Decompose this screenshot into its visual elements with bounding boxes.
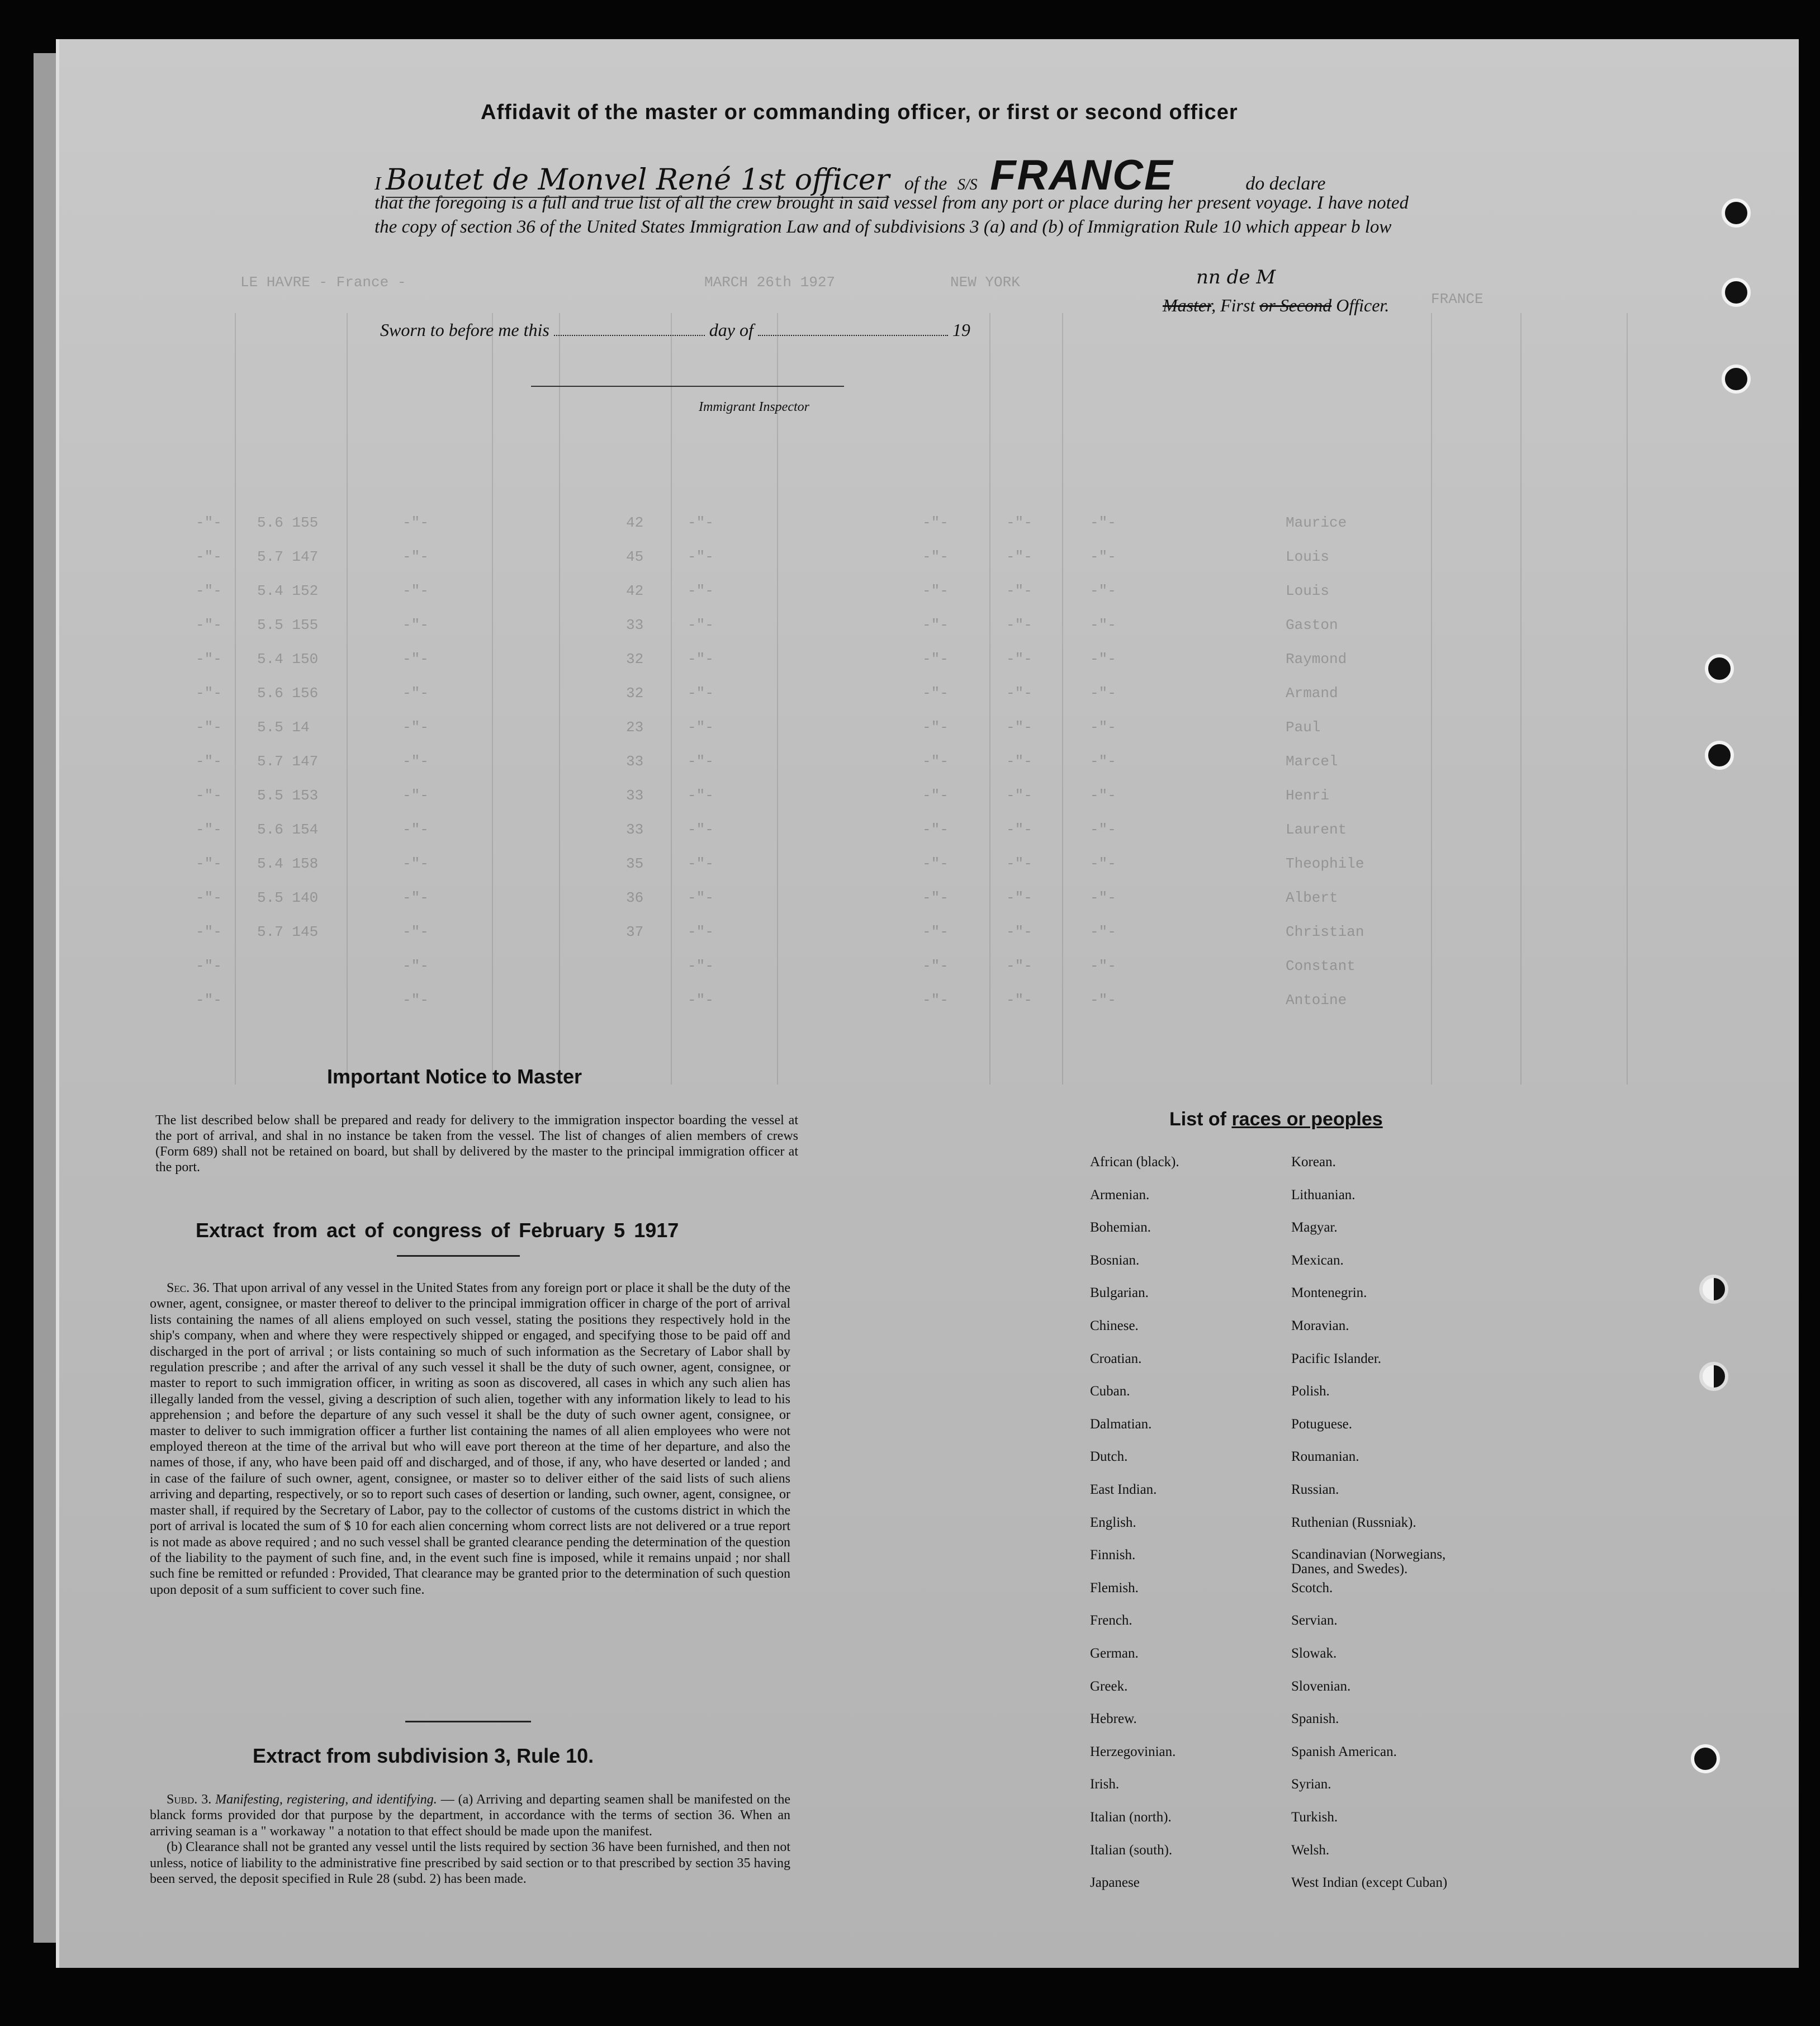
race-item: Servian.	[1291, 1613, 1338, 1629]
ghost-ditto-mark: -"-	[1006, 821, 1032, 838]
race-item: Montenegrin.	[1291, 1285, 1367, 1301]
officer-first: , First	[1211, 295, 1255, 315]
race-item: Italian (south).	[1090, 1842, 1173, 1858]
ghost-height-weight: 5.6 156	[257, 685, 319, 702]
race-item: Mexican.	[1291, 1252, 1344, 1268]
ghost-ditto-mark: -"-	[402, 753, 429, 770]
race-item: Armenian.	[1090, 1187, 1150, 1203]
section-36-text	[150, 1280, 790, 1598]
race-item: Croatian.	[1090, 1351, 1142, 1366]
subd-label: Subd. 3.	[167, 1792, 212, 1807]
race-item: Turkish.	[1291, 1810, 1338, 1825]
race-item: Cuban.	[1090, 1384, 1130, 1399]
ghost-height-weight: 5.4 158	[257, 855, 319, 872]
race-item: Italian (north).	[1090, 1810, 1172, 1825]
ghost-grid-line	[671, 313, 672, 1085]
ghost-given-name: Louis	[1286, 548, 1330, 565]
ghost-ditto-mark: -"-	[402, 617, 429, 633]
race-item: Bulgarian.	[1090, 1285, 1149, 1301]
ghost-given-name: Paul	[1286, 719, 1321, 736]
ghost-ditto-mark: -"-	[922, 651, 949, 668]
ghost-height-weight: 5.4 152	[257, 583, 319, 599]
section-rule	[405, 1721, 531, 1722]
ghost-ditto-mark: -"-	[688, 855, 714, 872]
ghost-ditto-mark: -"-	[1090, 514, 1116, 531]
ghost-ditto-mark: -"-	[1090, 787, 1116, 804]
ghost-ditto-mark: -"-	[196, 753, 222, 770]
ghost-grid-line	[1627, 313, 1628, 1085]
race-item: Hebrew.	[1090, 1711, 1137, 1727]
ghost-ditto-mark: -"-	[688, 992, 714, 1009]
ghost-ditto-mark: -"-	[922, 514, 949, 531]
race-item: Potuguese.	[1291, 1416, 1353, 1432]
races-heading	[1169, 1109, 1383, 1130]
race-item: Finnish.	[1090, 1547, 1136, 1563]
ghost-ditto-mark: -"-	[688, 924, 714, 940]
sworn-year: 19	[952, 320, 970, 340]
ghost-ditto-mark: -"-	[922, 548, 949, 565]
punch-hole-icon	[1722, 198, 1751, 228]
ghost-ditto-mark: -"-	[196, 821, 222, 838]
race-item: Herzegovinian.	[1090, 1744, 1176, 1759]
ghost-age: 23	[626, 719, 644, 736]
race-item: Lithuanian.	[1291, 1187, 1355, 1203]
ghost-given-name: Marcel	[1286, 753, 1338, 770]
ghost-ditto-mark: -"-	[402, 855, 429, 872]
race-item: Ruthenian (Russniak).	[1291, 1514, 1416, 1530]
heading-rule	[397, 1255, 520, 1257]
ghost-ditto-mark: -"-	[922, 719, 949, 736]
ghost-ditto-mark: -"-	[1006, 787, 1032, 804]
ghost-ditto-mark: -"-	[1006, 889, 1032, 906]
race-item: German.	[1090, 1646, 1139, 1661]
ghost-ditto-mark: -"-	[922, 753, 949, 770]
ghost-ditto-mark: -"-	[196, 924, 222, 940]
ghost-ditto-mark: -"-	[196, 685, 222, 702]
sheet-edge-shadow	[34, 53, 58, 1943]
ghost-ditto-mark: -"-	[402, 924, 429, 940]
inspector-signature-line	[531, 386, 844, 387]
race-item: Dutch.	[1090, 1449, 1128, 1465]
ghost-age: 33	[626, 753, 644, 770]
affidavit-body: that the foregoing is a full and true list of all the crew brought in said vessel from any port or place during her present voyage. I have noted the copy of section 36 of the United States Immigration Law and of subdivisions 3 (a) and (b) of Immigration Rule 10 which appear b low	[375, 193, 1409, 237]
ghost-header: FRANCE	[1431, 291, 1484, 307]
ghost-ditto-mark: -"-	[402, 583, 429, 599]
ghost-given-name: Laurent	[1286, 821, 1347, 838]
ghost-ditto-mark: -"-	[402, 889, 429, 906]
ghost-height-weight: 5.7 147	[257, 548, 319, 565]
vessel-name: FRANCE	[990, 152, 1174, 199]
ghost-ditto-mark: -"-	[402, 685, 429, 702]
race-item: Magyar.	[1291, 1220, 1338, 1236]
ghost-ditto-mark: -"-	[1090, 992, 1116, 1009]
ghost-height-weight: 5.5 14	[257, 719, 310, 736]
race-item: Polish.	[1291, 1384, 1330, 1399]
punch-hole-icon	[1699, 1362, 1728, 1391]
ghost-grid-line	[347, 313, 348, 1085]
ghost-ditto-mark: -"-	[922, 992, 949, 1009]
ghost-ditto-mark: -"-	[1006, 514, 1032, 531]
ghost-ditto-mark: -"-	[688, 651, 714, 668]
punch-hole-icon	[1705, 741, 1734, 770]
ghost-ditto-mark: -"-	[1006, 719, 1032, 736]
ghost-given-name: Theophile	[1286, 855, 1364, 872]
ghost-ditto-mark: -"-	[402, 821, 429, 838]
sworn-day-of: day of	[709, 320, 753, 340]
ghost-ditto-mark: -"-	[688, 617, 714, 633]
ghost-age: 32	[626, 685, 644, 702]
ghost-given-name: Armand	[1286, 685, 1338, 702]
officer-master-struck: Master	[1163, 295, 1212, 315]
ghost-header: LE HAVRE - France -	[240, 274, 406, 291]
ghost-ditto-mark: -"-	[1006, 548, 1032, 565]
punch-hole-icon	[1699, 1275, 1728, 1304]
race-item: Korean.	[1291, 1154, 1336, 1170]
ghost-age: 42	[626, 514, 644, 531]
ghost-ditto-mark: -"-	[1090, 617, 1116, 633]
race-item: Dalmatian.	[1090, 1416, 1152, 1432]
ghost-header: NEW YORK	[950, 274, 1020, 291]
race-item: Flemish.	[1090, 1580, 1139, 1596]
ghost-height-weight: 5.7 145	[257, 924, 319, 940]
punch-hole-icon	[1691, 1744, 1720, 1773]
race-item: Pacific Islander.	[1291, 1351, 1382, 1366]
race-item: Welsh.	[1291, 1842, 1330, 1858]
ghost-ditto-mark: -"-	[1090, 719, 1116, 736]
ghost-ditto-mark: -"-	[1090, 753, 1116, 770]
ghost-ditto-mark: -"-	[688, 583, 714, 599]
ghost-ditto-mark: -"-	[1006, 992, 1032, 1009]
sworn-day-blank	[554, 335, 705, 336]
sworn-line	[380, 320, 970, 340]
ghost-ditto-mark: -"-	[1090, 924, 1116, 940]
punch-hole-icon	[1722, 278, 1751, 307]
ghost-height-weight: 5.5 155	[257, 617, 319, 633]
section-body: That upon arrival of any vessel in the United States from any foreign port or place it shall be the duty of the owner, agent, consignee, or master thereof to deliver to the principal immigration officer in charge of the port of arrival lists containing the names of all aliens employed on such vessel, stating the positions they respectively hold in the ship's company, when and where they were respectively shipped or engaged, and specifying those to be paid off and discharged in the port of arrival ; or lists containing so much of such information as the Secretary of Labor shall by regulation prescribe ; and after the arrival of any such vessel it shall be the duty of such owner, agent, consignee, or master to report to such immigration officer, in writing as soon as discovered, all cases in which any such alien has illegally landed from the vessel, giving a description of such alien, together with any information likely to lead to his apprehension ; and before the departure of any such vessel it shall be the duty of such owner agent, consignee, or master to deliver to such immigration officer a further list containing the names of all alien employees who were not employed thereon at the time of the arrival but who will eave port thereon at the time of her departure, and also the names of those, if any, who have been paid off and discharged, and of those, if any, who have deserted or landed ; and in case of the failure of such owner, agent, consignee, or master so to deliver either of the said lists of such aliens arriving and departing, respectively, or so to report such cases of desertion or landing, such owner, agent, consignee, or master shall, if required by the Secretary of Labor, pay to the collector of customs of the customs district in which the port of arrival is located the sum of $ 10 for each alien concerning whom correct lists are not delivered or a true report is not made as above required ; and no such vessel shall be granted clearance pending the determination of the question of the liability to the payment of such fine, and, in the event such fine is imposed, while it remains unpaid ; nor shall such fine be remitted or refunded : Provided, That clearance may be granted prior to the determination of such question upon deposit of a sum sufficient to cover such fine.	[150, 1281, 791, 1597]
ghost-given-name: Gaston	[1286, 617, 1338, 633]
race-item: Japanese	[1090, 1875, 1140, 1891]
ghost-ditto-mark: -"-	[688, 753, 714, 770]
ghost-ditto-mark: -"-	[922, 821, 949, 838]
ghost-ditto-mark: -"-	[688, 685, 714, 702]
ghost-ditto-mark: -"-	[196, 514, 222, 531]
ghost-ditto-mark: -"-	[402, 719, 429, 736]
ghost-ditto-mark: -"-	[1006, 753, 1032, 770]
race-item: Greek.	[1090, 1678, 1128, 1694]
ghost-ditto-mark: -"-	[1090, 583, 1116, 599]
subdivision-3-text	[150, 1792, 790, 1887]
ghost-ditto-mark: -"-	[1090, 821, 1116, 838]
ghost-given-name: Maurice	[1286, 514, 1347, 531]
officer-second-struck: or Second	[1259, 295, 1332, 315]
officer-initials: nn de M	[1196, 266, 1276, 288]
affidavit-i: I	[375, 173, 381, 194]
race-item: Bosnian.	[1090, 1252, 1140, 1268]
ghost-grid-line	[1520, 313, 1522, 1085]
ghost-ditto-mark: -"-	[688, 958, 714, 974]
ghost-height-weight: 5.6 155	[257, 514, 319, 531]
of-the-label: of the	[904, 173, 947, 194]
race-item: English.	[1090, 1514, 1136, 1530]
ghost-ditto-mark: -"-	[402, 992, 429, 1009]
race-item: Bohemian.	[1090, 1220, 1151, 1236]
ghost-given-name: Raymond	[1286, 651, 1347, 668]
ghost-ditto-mark: -"-	[1006, 617, 1032, 633]
ghost-ditto-mark: -"-	[1006, 924, 1032, 940]
ghost-ditto-mark: -"-	[922, 855, 949, 872]
ghost-grid-line	[1431, 313, 1432, 1085]
ghost-ditto-mark: -"-	[922, 685, 949, 702]
ghost-age: 42	[626, 583, 644, 599]
ghost-ditto-mark: -"-	[922, 617, 949, 633]
subd-title: Manifesting, registering, and identifying.	[215, 1792, 437, 1807]
ghost-age: 33	[626, 617, 644, 633]
vessel-prefix: S/S	[957, 176, 978, 193]
ghost-header: MARCH 26th 1927	[704, 274, 836, 291]
ghost-grid-line	[559, 313, 560, 1085]
sworn-month-blank	[758, 335, 948, 336]
race-item: Scandinavian (Norwegians, Danes, and Swedes).	[1291, 1547, 1446, 1577]
punch-hole-icon	[1705, 654, 1734, 683]
officer-suffix: Officer.	[1336, 295, 1390, 315]
race-item: Spanish.	[1291, 1711, 1339, 1727]
notice-heading: Important Notice to Master	[327, 1065, 582, 1088]
rule-extract-heading: Extract from subdivision 3, Rule 10.	[253, 1744, 594, 1767]
ghost-ditto-mark: -"-	[1090, 889, 1116, 906]
race-item: African (black).	[1090, 1154, 1179, 1170]
race-item: West Indian (except Cuban)	[1291, 1875, 1448, 1891]
ghost-ditto-mark: -"-	[1006, 685, 1032, 702]
do-declare-label: do declare	[1245, 173, 1326, 194]
ghost-age: 33	[626, 787, 644, 804]
ghost-height-weight: 5.6 154	[257, 821, 319, 838]
officer-title-line	[1163, 266, 1390, 316]
ghost-ditto-mark: -"-	[1006, 855, 1032, 872]
ghost-ditto-mark: -"-	[688, 889, 714, 906]
race-item: French.	[1090, 1613, 1132, 1629]
race-item: East Indian.	[1090, 1482, 1157, 1497]
ghost-ditto-mark: -"-	[1006, 958, 1032, 974]
races-heading-underlined: races or peoples	[1231, 1109, 1383, 1130]
race-item: Slowak.	[1291, 1646, 1337, 1661]
race-item: Roumanian.	[1291, 1449, 1359, 1465]
race-item: Spanish American.	[1291, 1744, 1397, 1759]
ghost-ditto-mark: -"-	[196, 651, 222, 668]
subd-para-b: (b) Clearance shall not be granted any vessel until the lists required by section 36 have been furnished, and then not unless, notice of liability to the administrative fine prescribed by said section or to that prescribed by section 35 having been served, the deposit specified in Rule 28 (subd. 2) has been made.	[150, 1840, 790, 1887]
sworn-prefix: Sworn to before me this	[380, 320, 549, 340]
ghost-ditto-mark: -"-	[1090, 958, 1116, 974]
ghost-given-name: Constant	[1286, 958, 1355, 974]
ghost-ditto-mark: -"-	[402, 548, 429, 565]
ghost-age: 32	[626, 651, 644, 668]
ghost-ditto-mark: -"-	[922, 958, 949, 974]
ghost-ditto-mark: -"-	[402, 958, 429, 974]
race-item: Scotch.	[1291, 1580, 1333, 1596]
ghost-ditto-mark: -"-	[402, 651, 429, 668]
race-item: Slovenian.	[1291, 1678, 1351, 1694]
race-item: Syrian.	[1291, 1777, 1331, 1792]
races-heading-prefix: List of	[1169, 1109, 1226, 1130]
ghost-ditto-mark: -"-	[1090, 855, 1116, 872]
ghost-given-name: Henri	[1286, 787, 1330, 804]
ghost-grid-line	[492, 313, 493, 1085]
ghost-given-name: Christian	[1286, 924, 1364, 940]
ghost-height-weight: 5.5 153	[257, 787, 319, 804]
ghost-ditto-mark: -"-	[196, 992, 222, 1009]
race-item: Irish.	[1090, 1777, 1120, 1792]
ghost-given-name: Louis	[1286, 583, 1330, 599]
ghost-height-weight: 5.4 150	[257, 651, 319, 668]
ghost-given-name: Albert	[1286, 889, 1338, 906]
notice-text: The list described below shall be prepared and ready for delivery to the immigration inspector boarding the vessel at the port of arrival, and shal in no instance be taken from the vessel. The list of changes of alien members of crews (Form 689) shall not be retained on board, but shall by delivered by the master to the principal immigration officer at the port.	[155, 1113, 798, 1175]
ghost-ditto-mark: -"-	[196, 617, 222, 633]
ghost-ditto-mark: -"-	[922, 787, 949, 804]
ghost-age: 36	[626, 889, 644, 906]
ghost-ditto-mark: -"-	[196, 719, 222, 736]
inspector-label: Immigrant Inspector	[699, 400, 809, 414]
ghost-given-name: Antoine	[1286, 992, 1347, 1009]
ghost-ditto-mark: -"-	[1090, 548, 1116, 565]
ghost-ditto-mark: -"-	[922, 924, 949, 940]
ghost-ditto-mark: -"-	[1006, 651, 1032, 668]
ghost-ditto-mark: -"-	[1006, 583, 1032, 599]
ghost-height-weight: 5.5 140	[257, 889, 319, 906]
ghost-grid-line	[777, 313, 778, 1085]
ghost-age: 45	[626, 548, 644, 565]
ghost-ditto-mark: -"-	[402, 787, 429, 804]
ghost-ditto-mark: -"-	[402, 514, 429, 531]
race-item: Moravian.	[1291, 1318, 1349, 1333]
ghost-age: 37	[626, 924, 644, 940]
ghost-ditto-mark: -"-	[688, 548, 714, 565]
race-item: Chinese.	[1090, 1318, 1139, 1333]
ghost-ditto-mark: -"-	[1090, 651, 1116, 668]
ghost-ditto-mark: -"-	[196, 855, 222, 872]
ghost-height-weight: 5.7 147	[257, 753, 319, 770]
ghost-ditto-mark: -"-	[196, 787, 222, 804]
ghost-grid-line	[989, 313, 990, 1085]
race-item: Russian.	[1291, 1482, 1339, 1497]
ghost-ditto-mark: -"-	[688, 719, 714, 736]
ghost-ditto-mark: -"-	[922, 889, 949, 906]
affidavit-title: Affidavit of the master or commanding officer, or first or second officer	[481, 101, 1238, 124]
ghost-grid-line	[235, 313, 236, 1085]
ghost-ditto-mark: -"-	[196, 958, 222, 974]
ghost-ditto-mark: -"-	[688, 787, 714, 804]
ghost-ditto-mark: -"-	[196, 548, 222, 565]
ghost-ditto-mark: -"-	[688, 514, 714, 531]
act-extract-heading: Extract from act of congress of February 5 1917	[196, 1219, 679, 1242]
ghost-age: 33	[626, 821, 644, 838]
section-label: Sec. 36.	[167, 1281, 210, 1295]
ghost-ditto-mark: -"-	[688, 821, 714, 838]
ghost-ditto-mark: -"-	[196, 583, 222, 599]
ghost-ditto-mark: -"-	[196, 889, 222, 906]
ghost-age: 35	[626, 855, 644, 872]
officer-signature: Boutet de Monvel René 1st officer	[385, 163, 890, 197]
ghost-ditto-mark: -"-	[1090, 685, 1116, 702]
subd-para-a: — (a) Arriving and departing seamen shall be manifested on the blanck forms provided dor that purpose by the department, in accordance with the terms of section 36. When an arriving seaman is a " workaway " a notation to that effect should be made upon the manifest.	[150, 1792, 791, 1839]
ghost-grid-line	[1062, 313, 1063, 1085]
ghost-ditto-mark: -"-	[922, 583, 949, 599]
punch-hole-icon	[1722, 365, 1751, 394]
